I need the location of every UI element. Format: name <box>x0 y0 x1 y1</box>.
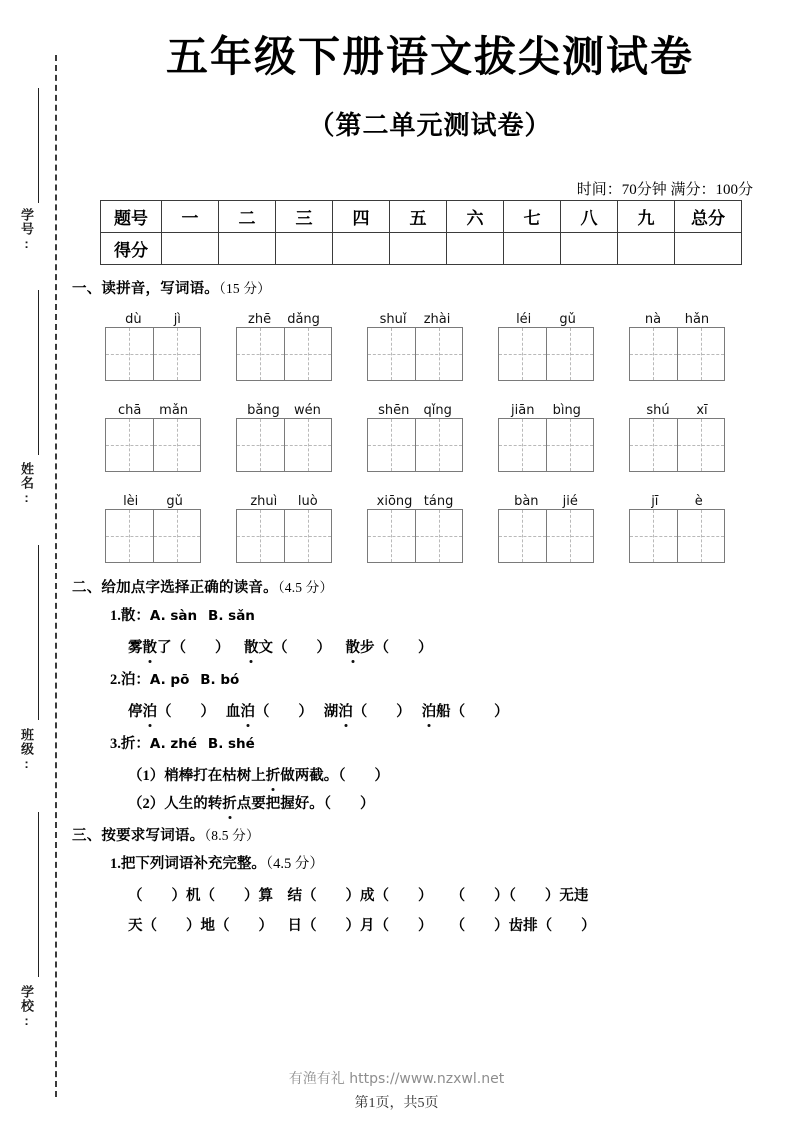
pinyin-row-1 <box>0 305 793 389</box>
q2-item3-sentence-1[interactable] <box>128 764 389 785</box>
section-1-title: 读拼音，写词语。 <box>101 281 220 297</box>
q3-sub1-points: （4.5 分） <box>265 856 324 872</box>
watermark: 有渔有礼 https://www.nzxwl.net <box>288 1071 505 1087</box>
table-row-header <box>101 201 742 233</box>
pinyin-text <box>629 305 725 327</box>
pinyin-item <box>498 305 594 381</box>
tianzige-grid[interactable] <box>367 509 463 563</box>
pinyin-text <box>629 487 725 509</box>
q3-idiom-row-2 <box>128 914 596 935</box>
q2-dotted-char: 泊 <box>240 700 255 721</box>
score-col-2: 二 <box>219 201 276 233</box>
q2-word-pre: 雾 <box>128 640 143 656</box>
section-3-points: （8.5 分） <box>204 828 260 843</box>
q2-word[interactable] <box>324 704 411 720</box>
pinyin-syllable-a: zhē <box>248 312 272 327</box>
q2-item3-optB[interactable]: B. shé <box>207 736 255 752</box>
grid-cell[interactable] <box>106 510 153 562</box>
q3-sub1-text: 把下列词语补充完整。 <box>120 856 266 872</box>
q2-dotted-char: 折 <box>266 764 281 785</box>
score-col-6: 六 <box>447 201 504 233</box>
q2-item1-label: 1. <box>110 608 121 624</box>
pinyin-syllable-a: bǎng <box>247 403 280 418</box>
pinyin-row-3 <box>0 487 793 571</box>
section-1-num: 一、 <box>72 281 102 297</box>
pinyin-syllable-b: luò <box>297 494 318 509</box>
pinyin-text <box>498 396 594 418</box>
section-2-title: 给加点字选择正确的读音。 <box>101 580 278 596</box>
q2-item2-optB[interactable]: B. bó <box>200 672 240 688</box>
pinyin-item <box>629 305 725 381</box>
pinyin-syllable-a: chā <box>117 403 142 418</box>
q2-word[interactable] <box>422 704 509 720</box>
pinyin-text <box>498 305 594 327</box>
q2-word[interactable] <box>244 640 331 656</box>
write-line-1 <box>38 88 39 203</box>
q2-dotted-char: 泊 <box>422 700 437 721</box>
margin-label-class: 班级: <box>19 728 34 772</box>
pinyin-syllable-b: zhài <box>423 312 451 327</box>
q2-word-post: 步（ ） <box>360 640 433 656</box>
score-table-row-label: 题号 <box>101 201 162 233</box>
tianzige-grid[interactable] <box>629 509 725 563</box>
q2-item3-label: 3. <box>110 736 121 752</box>
tianzige-grid[interactable] <box>498 327 594 381</box>
pinyin-item <box>498 396 594 472</box>
page-title: 五年级下册语文拔尖测试卷 <box>165 35 694 81</box>
write-line-4 <box>38 812 39 977</box>
q3-idiom[interactable]: 天（ ）地（ ） <box>128 918 273 934</box>
pinyin-text <box>367 396 463 418</box>
pinyin-syllable-b: bìng <box>552 403 581 418</box>
q2-sentence-pre: （1）梢棒打在枯树上 <box>128 768 266 784</box>
pinyin-item <box>629 487 725 563</box>
pinyin-syllable-b: táng <box>423 494 454 509</box>
tianzige-grid[interactable] <box>236 327 332 381</box>
pinyin-syllable-b: wén <box>294 403 321 418</box>
pinyin-syllable-b: xī <box>696 403 708 418</box>
grid-cell[interactable] <box>153 510 201 562</box>
pinyin-text <box>629 396 725 418</box>
score-input-8[interactable] <box>561 233 618 265</box>
grid-cell[interactable] <box>237 510 284 562</box>
grid-cell[interactable] <box>630 419 677 471</box>
pinyin-syllable-b: qǐng <box>423 403 452 418</box>
grid-cell[interactable] <box>499 419 546 471</box>
pinyin-text <box>105 305 201 327</box>
tianzige-grid[interactable] <box>105 418 201 472</box>
score-col-total: 总分 <box>675 201 742 233</box>
pinyin-syllable-b: hǎn <box>684 312 710 327</box>
tianzige-grid[interactable] <box>498 509 594 563</box>
grid-cell[interactable] <box>106 328 153 380</box>
pinyin-row-2 <box>0 396 793 480</box>
score-col-8: 八 <box>561 201 618 233</box>
pinyin-syllable-a: dù <box>125 312 142 327</box>
score-col-5: 五 <box>390 201 447 233</box>
q2-item3-sep: ： <box>135 736 150 752</box>
pinyin-syllable-a: bàn <box>514 494 539 509</box>
exam-meta: 时间：70分钟 满分：100分 <box>576 182 753 198</box>
q3-idiom[interactable]: 结（ ）成（ ） <box>287 888 433 904</box>
score-table-row-label-score: 得分 <box>101 233 162 265</box>
pinyin-item <box>105 305 201 381</box>
section-heading-2 <box>72 576 333 597</box>
q3-idiom[interactable]: （ ）齿排（ ） <box>450 918 596 934</box>
score-input-1[interactable] <box>162 233 219 265</box>
q2-item3-options <box>110 732 255 753</box>
pinyin-item <box>105 487 201 563</box>
q3-sub1-heading <box>110 852 324 873</box>
pinyin-item <box>367 487 463 563</box>
page-number: 第1页，共5页 <box>354 1096 439 1111</box>
q2-item3-optA[interactable]: A. zhé <box>149 736 198 752</box>
table-row-scores <box>101 233 742 265</box>
q2-word-pre: 湖 <box>323 704 339 720</box>
section-2-points: （4.5 分） <box>277 580 334 595</box>
grid-cell[interactable] <box>415 328 463 380</box>
q2-item1-char: 散 <box>120 608 136 624</box>
q2-word[interactable] <box>128 640 230 656</box>
q3-idiom[interactable]: 日（ ）月（ ） <box>287 918 433 934</box>
pinyin-text <box>105 396 201 418</box>
tianzige-grid[interactable] <box>236 509 332 563</box>
q2-word-post: （ ） <box>352 704 411 720</box>
q3-idiom-row-1 <box>128 884 588 905</box>
grid-cell[interactable] <box>677 419 725 471</box>
q2-dotted-char: 折 <box>222 792 237 813</box>
q2-item1-optB[interactable]: B. sǎn <box>208 608 255 624</box>
score-input-7[interactable] <box>504 233 561 265</box>
score-input-9[interactable] <box>618 233 675 265</box>
pinyin-syllable-a: jī <box>651 494 659 509</box>
grid-cell[interactable] <box>153 328 201 380</box>
section-heading-3 <box>72 824 260 845</box>
q2-word-pre: 停 <box>128 704 143 720</box>
pinyin-syllable-b: jì <box>173 312 181 327</box>
margin-label-student-id: 学号: <box>19 208 34 252</box>
score-input-3[interactable] <box>276 233 333 265</box>
q2-item1-words <box>128 636 433 657</box>
pinyin-item <box>629 396 725 472</box>
tianzige-grid[interactable] <box>105 509 201 563</box>
q2-item2-optA[interactable]: A. pō <box>149 672 190 688</box>
grid-cell[interactable] <box>368 328 415 380</box>
grid-cell[interactable] <box>237 328 284 380</box>
q2-sentence-pre: （2）人生的转 <box>128 796 223 812</box>
grid-cell[interactable] <box>284 328 332 380</box>
q2-sentence-post: 点要把握好。（ ） <box>236 796 375 812</box>
section-heading-1 <box>72 277 271 298</box>
grid-cell[interactable] <box>630 510 677 562</box>
pinyin-syllable-b: mǎn <box>159 403 189 418</box>
q2-word-post: 了（ ） <box>157 640 230 656</box>
grid-cell[interactable] <box>677 510 725 562</box>
pinyin-item <box>105 396 201 472</box>
grid-cell[interactable] <box>546 328 594 380</box>
pinyin-text <box>367 487 463 509</box>
q2-word-post: 文（ ） <box>258 640 331 656</box>
grid-cell[interactable] <box>368 510 415 562</box>
q2-item3-sentence-2[interactable] <box>128 792 375 813</box>
write-line-3 <box>38 545 39 720</box>
q2-word-post: （ ） <box>157 704 215 720</box>
pinyin-syllable-b: gǔ <box>166 494 183 509</box>
q2-item1-options <box>110 604 255 625</box>
grid-cell[interactable] <box>153 419 201 471</box>
pinyin-syllable-a: shú <box>646 403 670 418</box>
score-input-2[interactable] <box>219 233 276 265</box>
page-subtitle: （第二单元测试卷） <box>308 111 552 140</box>
q2-dotted-char: 散 <box>143 636 158 657</box>
margin-label-school: 学校: <box>19 985 34 1029</box>
q2-word-post: 船（ ） <box>436 704 509 720</box>
q2-item2-options <box>110 668 239 689</box>
grid-cell[interactable] <box>415 419 463 471</box>
grid-cell[interactable] <box>106 419 153 471</box>
grid-cell[interactable] <box>284 510 332 562</box>
q2-word[interactable] <box>226 704 313 720</box>
q2-item2-words <box>128 700 509 721</box>
pinyin-syllable-a: léi <box>516 312 532 327</box>
pinyin-text <box>105 487 201 509</box>
tianzige-grid[interactable] <box>629 327 725 381</box>
q2-item3-char: 折 <box>120 736 136 752</box>
pinyin-item <box>498 487 594 563</box>
q2-item1-sep: ： <box>135 608 150 624</box>
grid-cell[interactable] <box>499 328 546 380</box>
score-col-9: 九 <box>618 201 675 233</box>
pinyin-syllable-a: xiōng <box>376 494 413 509</box>
section-3-title: 按要求写词语。 <box>101 828 205 844</box>
pinyin-syllable-a: nà <box>644 312 662 327</box>
q2-dotted-char: 泊 <box>338 700 353 721</box>
pinyin-syllable-a: lèi <box>123 494 139 509</box>
score-input-6[interactable] <box>447 233 504 265</box>
score-col-4: 四 <box>333 201 390 233</box>
pinyin-text <box>236 487 332 509</box>
q2-item2-char: 泊 <box>120 672 136 688</box>
pinyin-syllable-a: zhuì <box>250 494 278 509</box>
tianzige-grid[interactable] <box>236 418 332 472</box>
pinyin-syllable-b: jié <box>562 494 578 509</box>
pinyin-item <box>236 487 332 563</box>
q2-word[interactable] <box>128 704 215 720</box>
score-input-total[interactable] <box>675 233 742 265</box>
q2-item2-sep: ： <box>135 672 150 688</box>
q2-word[interactable] <box>346 640 433 656</box>
tianzige-grid[interactable] <box>105 327 201 381</box>
grid-cell[interactable] <box>546 510 594 562</box>
score-table <box>100 200 742 265</box>
seal-dashed-line <box>55 55 57 1097</box>
pinyin-item <box>367 305 463 381</box>
pinyin-item <box>236 396 332 472</box>
score-col-1: 一 <box>162 201 219 233</box>
tianzige-grid[interactable] <box>498 418 594 472</box>
pinyin-text <box>236 396 332 418</box>
grid-cell[interactable] <box>499 510 546 562</box>
section-1-points: （15 分） <box>219 281 271 296</box>
q2-item2-label: 2. <box>110 672 121 688</box>
pinyin-syllable-b: gǔ <box>559 312 576 327</box>
q2-item1-optA[interactable]: A. sàn <box>149 608 198 624</box>
section-2-num: 二、 <box>72 580 102 596</box>
q2-word-pre: 血 <box>225 704 241 720</box>
q3-idiom[interactable]: （ ）机（ ）算 <box>128 888 273 904</box>
section-3-num: 三、 <box>72 828 102 844</box>
grid-cell[interactable] <box>284 419 332 471</box>
pinyin-syllable-b: è <box>694 494 703 509</box>
grid-cell[interactable] <box>415 510 463 562</box>
q2-word-post: （ ） <box>254 704 313 720</box>
tianzige-grid[interactable] <box>367 327 463 381</box>
q2-dotted-char: 散 <box>244 636 259 657</box>
q2-sentence-post: 做两截。（ ） <box>280 768 389 784</box>
pinyin-item <box>236 305 332 381</box>
q2-dotted-char: 散 <box>346 636 361 657</box>
margin-label-name: 姓名: <box>19 462 34 506</box>
tianzige-grid[interactable] <box>367 418 463 472</box>
grid-cell[interactable] <box>630 328 677 380</box>
pinyin-syllable-a: shuǐ <box>379 312 407 327</box>
score-input-5[interactable] <box>390 233 447 265</box>
pinyin-text <box>236 305 332 327</box>
q2-dotted-char: 泊 <box>143 700 158 721</box>
grid-cell[interactable] <box>237 419 284 471</box>
pinyin-syllable-a: jiān <box>511 403 535 418</box>
q3-idiom[interactable]: （ ）（ ）无违 <box>450 888 589 904</box>
score-col-7: 七 <box>504 201 561 233</box>
pinyin-item <box>367 396 463 472</box>
pinyin-text <box>498 487 594 509</box>
grid-cell[interactable] <box>368 419 415 471</box>
pinyin-text <box>367 305 463 327</box>
q3-sub1-label: 1. <box>110 856 121 872</box>
score-col-3: 三 <box>276 201 333 233</box>
tianzige-grid[interactable] <box>629 418 725 472</box>
grid-cell[interactable] <box>677 328 725 380</box>
score-input-4[interactable] <box>333 233 390 265</box>
grid-cell[interactable] <box>546 419 594 471</box>
pinyin-syllable-a: shēn <box>378 403 410 418</box>
pinyin-syllable-b: dǎng <box>287 312 320 327</box>
